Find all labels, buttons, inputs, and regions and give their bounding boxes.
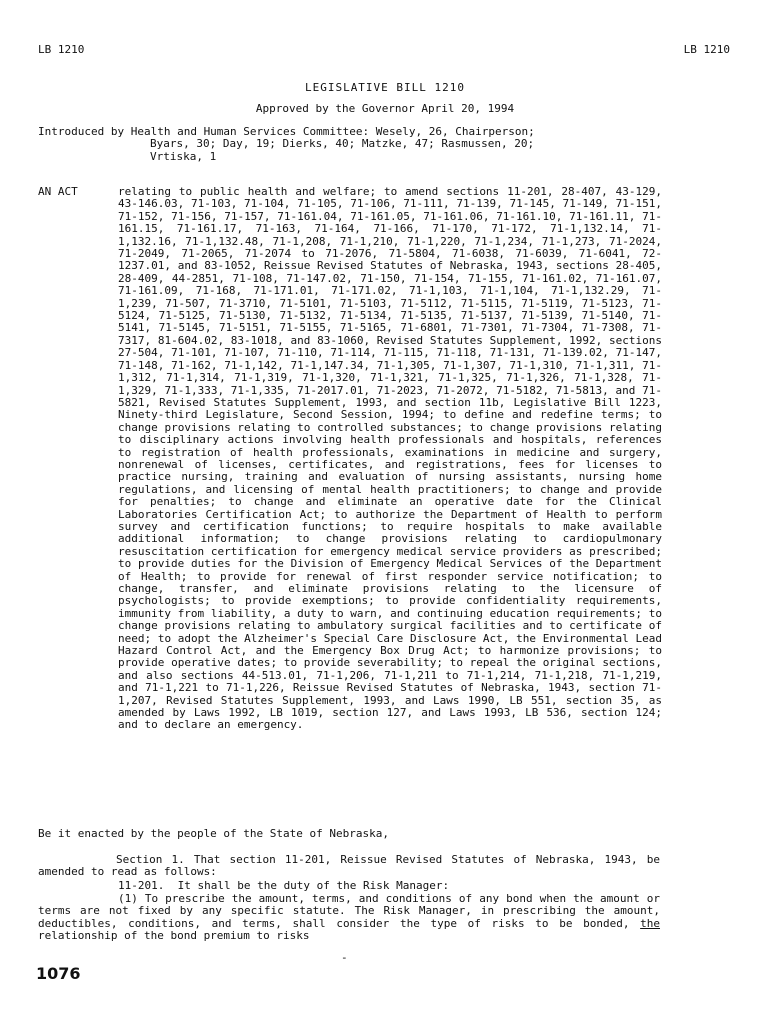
section-11-201-heading: 11-201. It shall be the duty of the Risk Manager: [118,879,450,892]
introduced-line-3: Vrtiska, 1 [150,149,217,163]
page-dash: - [341,951,348,964]
para1-text-b: relationship of the bond premium to risks [38,929,310,943]
section-1: Section 1. That section 11-201, Reissue Revised Statutes of Nebraska, 1943, be amended to read as follows: [38,853,660,879]
header-bill-left: LB 1210 [38,43,85,56]
page-number: 1076 [36,964,81,983]
header-bill-right: LB 1210 [683,43,730,56]
introduced-by [38,126,678,163]
para1-text-a: (1) To prescribe the amount, terms, and conditions of any bond when the amount or terms are not fixed by any specific statute. The Risk Manager, in prescribing the amount, deductibles, conditions, and terms, shall consider the type of risks to be bonded, [38,892,660,930]
introduced-line-2: Byars, 30; Day, 19; Dierks, 40; Matzke, 47; Rasmussen, 20; [150,137,535,151]
section-11-201-paragraph-1 [38,893,660,943]
act-label: AN ACT [38,185,78,198]
enacting-clause: Be it enacted by the people of the State of Nebraska, [38,827,389,840]
introduced-line-1: Introduced by Health and Human Services Committee: Wesely, 26, Chairperson; [38,125,535,138]
para1-underlined-word: the [640,916,660,930]
approval-line: Approved by the Governor April 20, 1994 [255,102,515,115]
act-title-text: relating to public health and welfare; to amend sections 11-201, 28-407, 43-129, 43-146.03, 71-103, 71-104, 71-105, 71-106, 71-111, 71-139, 71-145, 71-149, 71-151, 71-152, 71-156, 71-157, 71-161.04, 71-161.05, 71-161.06, 71-161.10, 71-161.11, 71-161.15, 71-161.17, 71-163, 71-164, 71-166, 71-170, 71-172, 71-1,132.14, 71-1,132.16, 71-1,132.48, 71-1,208, 71-1,210, 71-1,220, 71-1,234, 71-1,273, 71-2024, 71-2049, 71-2065, 71-2074 to 71-2076, 71-5804, 71-6038, 71-6039, 71-6041, 72-1237.01, and 83-1052, Reissue Revised Statutes of Nebraska, 1943, sections 28-405, 28-409, 44-2851, 71-108, 71-147.02, 71-150, 71-154, 71-155, 71-161.02, 71-161.07, 71-161.09, 71-168, 71-171.01, 71-171.02, 71-1,103, 71-1,104, 71-1,132.29, 71-1,239, 71-507, 71-3710, 71-5101, 71-5103, 71-5112, 71-5115, 71-5119, 71-5123, 71-5124, 71-5125, 71-5130, 71-5132, 71-5134, 71-5135, 71-5137, 71-5139, 71-5140, 71-5141, 71-5145, 71-5151, 71-5155, 71-5165, 71-6801, 71-7301, 71-7304, 71-7308, 71-7317, 81-604.02, 83-1018, and 83-1060, Revised Statutes Supplement, 1992, sections 27-504, 71-101, 71-107, 71-110, 71-114, 71-115, 71-118, 71-131, 71-139.02, 71-147, 71-148, 71-162, 71-1,142, 71-1,147.34, 71-1,305, 71-1,307, 71-1,310, 71-1,311, 71-1,312, 71-1,314, 71-1,319, 71-1,320, 71-1,321, 71-1,325, 71-1,326, 71-1,328, 71-1,329, 71-1,333, 71-1,335, 71-2017.01, 71-2023, 71-2072, 71-5182, 71-5813, and 71-5821, Revised Statutes Supplement, 1993, and section 11b, Legislative Bill 1223, Ninety-third Legislature, Second Session, 1994; to define and redefine terms; to change provisions relating to controlled substances; to change provisions relating to disciplinary actions involving health professionals and hospitals, references to registration of health professionals, examinations in medicine and surgery, nonrenewal of licenses, certificates, and registrations, fees for licenses to practice nursing, training and evaluation of nursing assistants, nursing home regulations, and licensing of mental health practitioners; to change and provide for penalties; to change and eliminate an operative date for the Clinical Laboratories Certification Act; to authorize the Department of Health to perform survey and certification functions; to require hospitals to make available additional information; to change provisions relating to cardiopulmonary resuscitation certification for emergency medical service providers as prescribed; to provide duties for the Division of Emergency Medical Services of the Department of Health; to provide for renewal of first responder service notification; to change, transfer, and eliminate provisions relating to the licensure of psychologists; to provide exemptions; to provide confidentiality requirements, immunity from liability, a duty to warn, and continuing education requirements; to change provisions relating to ambulatory surgical facilities and to certificate of need; to adopt the Alzheimer's Special Care Disclosure Act, the Environmental Lead Hazard Control Act, and the Emergency Box Drug Act; to harmonize provisions; to provide operative dates; to provide severability; to repeal the original sections, and also sections 44-513.01, 71-1,206, 71-1,211 to 71-1,214, 71-1,218, 71-1,219, and 71-1,221 to 71-1,226, Reissue Revised Statutes of Nebraska, 1943, section 71-1,207, Revised Statutes Supplement, 1993, and Laws 1990, LB 551, section 35, as amended by Laws 1992, LB 1019, section 127, and Laws 1993, LB 536, section 124; and to declare an emergency. [118,185,662,732]
bill-title: LEGISLATIVE BILL 1210 [304,81,466,94]
